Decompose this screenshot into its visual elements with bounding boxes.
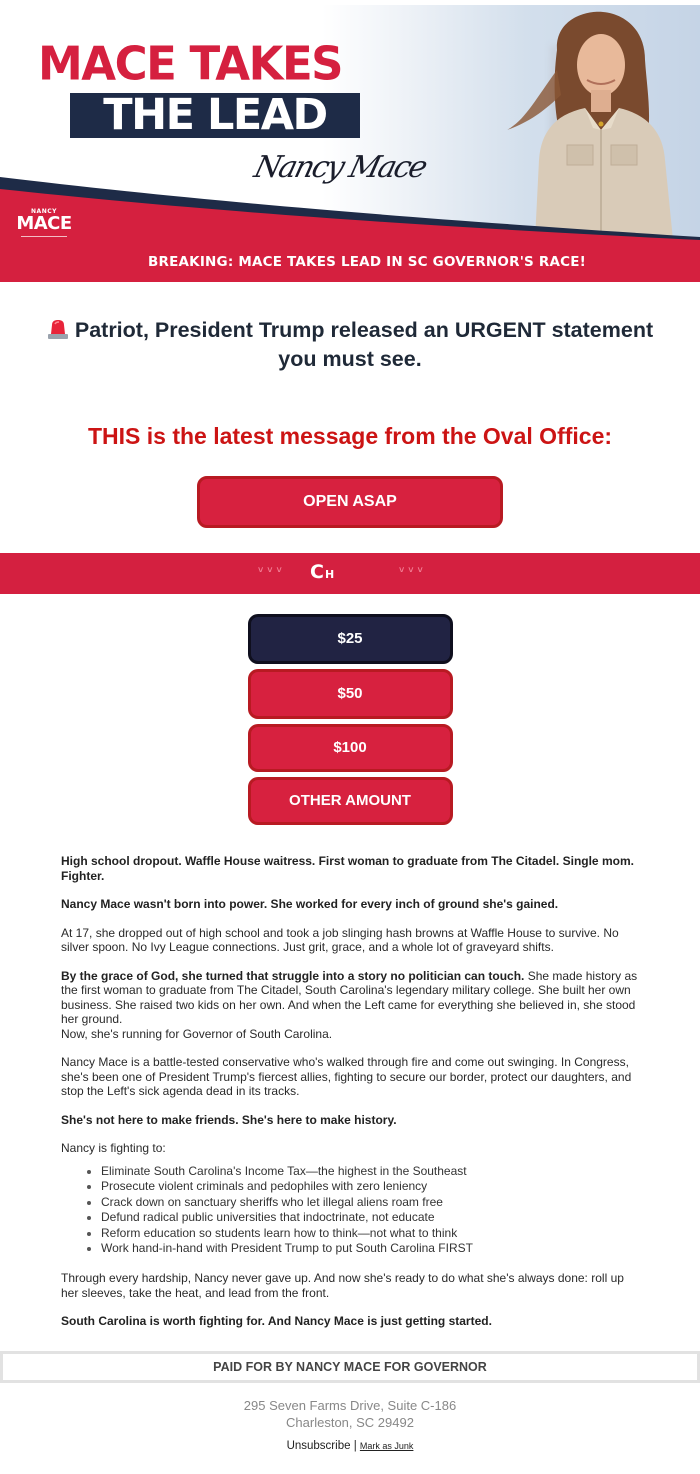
bold-text: High school dropout. Waffle House waitress. First woman to graduate from The Citadel. Single mom. Fighter. <box>61 854 634 883</box>
mark-as-junk-link[interactable]: Mark as Junk <box>359 1440 414 1451</box>
donate-50-button[interactable]: $50 <box>248 669 453 719</box>
chevron-down-icon: ˅˅˅ <box>258 565 286 575</box>
unsubscribe-link[interactable]: Unsubscribe <box>286 1439 351 1452</box>
logo-main-text: MACE <box>16 213 72 234</box>
mark-main: C <box>310 561 324 583</box>
list-item: • Reform education so students learn how to think—not what to think <box>101 1226 639 1242</box>
priorities-list <box>101 1164 639 1258</box>
paragraph: Nancy Mace is a battle-tested conservative who's walked through fire and come out swinging. In Congress, she's been one of President Trump's fiercest allies, fighting to secure our border, protect our daughters, and stop the Left's sick agenda dead in its tracks. <box>61 1055 632 1098</box>
bold-text: She's not here to make friends. She's here to make history. <box>61 1112 397 1127</box>
paragraph <box>61 1314 639 1329</box>
address-line-1: 295 Seven Farms Drive, Suite C-186 <box>243 1397 457 1413</box>
divider-band <box>0 553 700 594</box>
hero-headline-box <box>70 90 360 140</box>
signature: Nancy Mace <box>250 150 430 185</box>
chevron-down-icon: ˅˅˅ <box>399 565 427 575</box>
paragraph <box>61 1113 639 1128</box>
bold-text: Nancy Mace wasn't born into power. She worked for every inch of ground she's gained. <box>61 897 559 911</box>
paragraph <box>61 854 639 883</box>
donate-25-button[interactable]: $25 <box>248 614 453 664</box>
footer-links <box>0 1440 700 1452</box>
text: Now, she's running for Governor of South Carolina. <box>61 1026 333 1041</box>
paragraph <box>61 969 639 1042</box>
paragraph: Nancy is fighting to: <box>61 1141 166 1155</box>
intro-section <box>0 282 700 450</box>
list-item: • Crack down on sanctuary sheriffs who let illegal aliens roam free <box>101 1195 639 1211</box>
urgent-headline-text: Patriot, President Trump released an URGENT statement you must see. <box>74 318 654 371</box>
hero-headline-line2: THE LEAD <box>103 90 327 140</box>
paragraph: Through every hardship, Nancy never gave up. And now she's ready to do what she's always done: roll up her sleeves, take the heat, and lead from the front. <box>61 1271 624 1300</box>
logo-top-text: NANCY <box>31 208 57 215</box>
bottom-spacer <box>0 1452 700 1466</box>
hero-banner <box>0 5 700 282</box>
oval-office-subhead: THIS is the latest message from the Oval Office: <box>87 423 613 449</box>
address-line-2: Charleston, SC 29492 <box>286 1414 414 1430</box>
list-item: • Defund radical public universities that indoctrinate, not educate <box>101 1210 639 1226</box>
bold-text: South Carolina is worth fighting for. And Nancy Mace is just getting started. <box>61 1314 492 1329</box>
hero-headline-line1: MACE TAKES <box>38 36 343 91</box>
donate-100-button[interactable]: $100 <box>248 724 453 772</box>
paragraph <box>61 897 639 912</box>
text: She made history as the first woman to graduate from The Citadel, South Carolina's legendary military college. She built her own business. She raised two kids on her own. And when the Left came for everything she believed in, she stood her ground. <box>61 968 638 1026</box>
separator: | <box>353 1439 357 1452</box>
cta-container <box>0 476 700 528</box>
breaking-news-text: BREAKING: MACE TAKES LEAD IN SC GOVERNOR'S RACE! <box>148 254 586 270</box>
mark-sub: H <box>324 568 335 581</box>
bold-text: By the grace of God, she turned that struggle into a story no politician can touch. <box>61 968 525 983</box>
paid-for-disclaimer: PAID FOR BY NANCY MACE FOR GOVERNOR <box>0 1351 700 1383</box>
body-copy <box>0 854 700 1329</box>
list-item: • Eliminate South Carolina's Income Tax—the highest in the Southeast <box>101 1164 639 1180</box>
open-asap-button[interactable]: OPEN ASAP <box>197 476 503 528</box>
urgent-headline <box>40 316 660 374</box>
donation-buttons <box>0 614 700 825</box>
paragraph: At 17, she dropped out of high school and took a job slinging hash browns at Waffle House to survive. No silver spoon. No Ivy League connections. Just grit, grace, and a whole lot of graveyard shifts. <box>61 925 619 954</box>
list-item: • Work hand-in-hand with President Trump to put South Carolina FIRST <box>101 1241 639 1257</box>
donate-other-amount-button[interactable]: OTHER AMOUNT <box>248 777 453 825</box>
siren-icon <box>47 319 69 339</box>
campaign-mark <box>310 561 334 583</box>
list-item: • Prosecute violent criminals and pedophiles with zero leniency <box>101 1179 639 1195</box>
nancy-mace-logo <box>8 208 80 237</box>
mailing-address <box>0 1397 700 1431</box>
